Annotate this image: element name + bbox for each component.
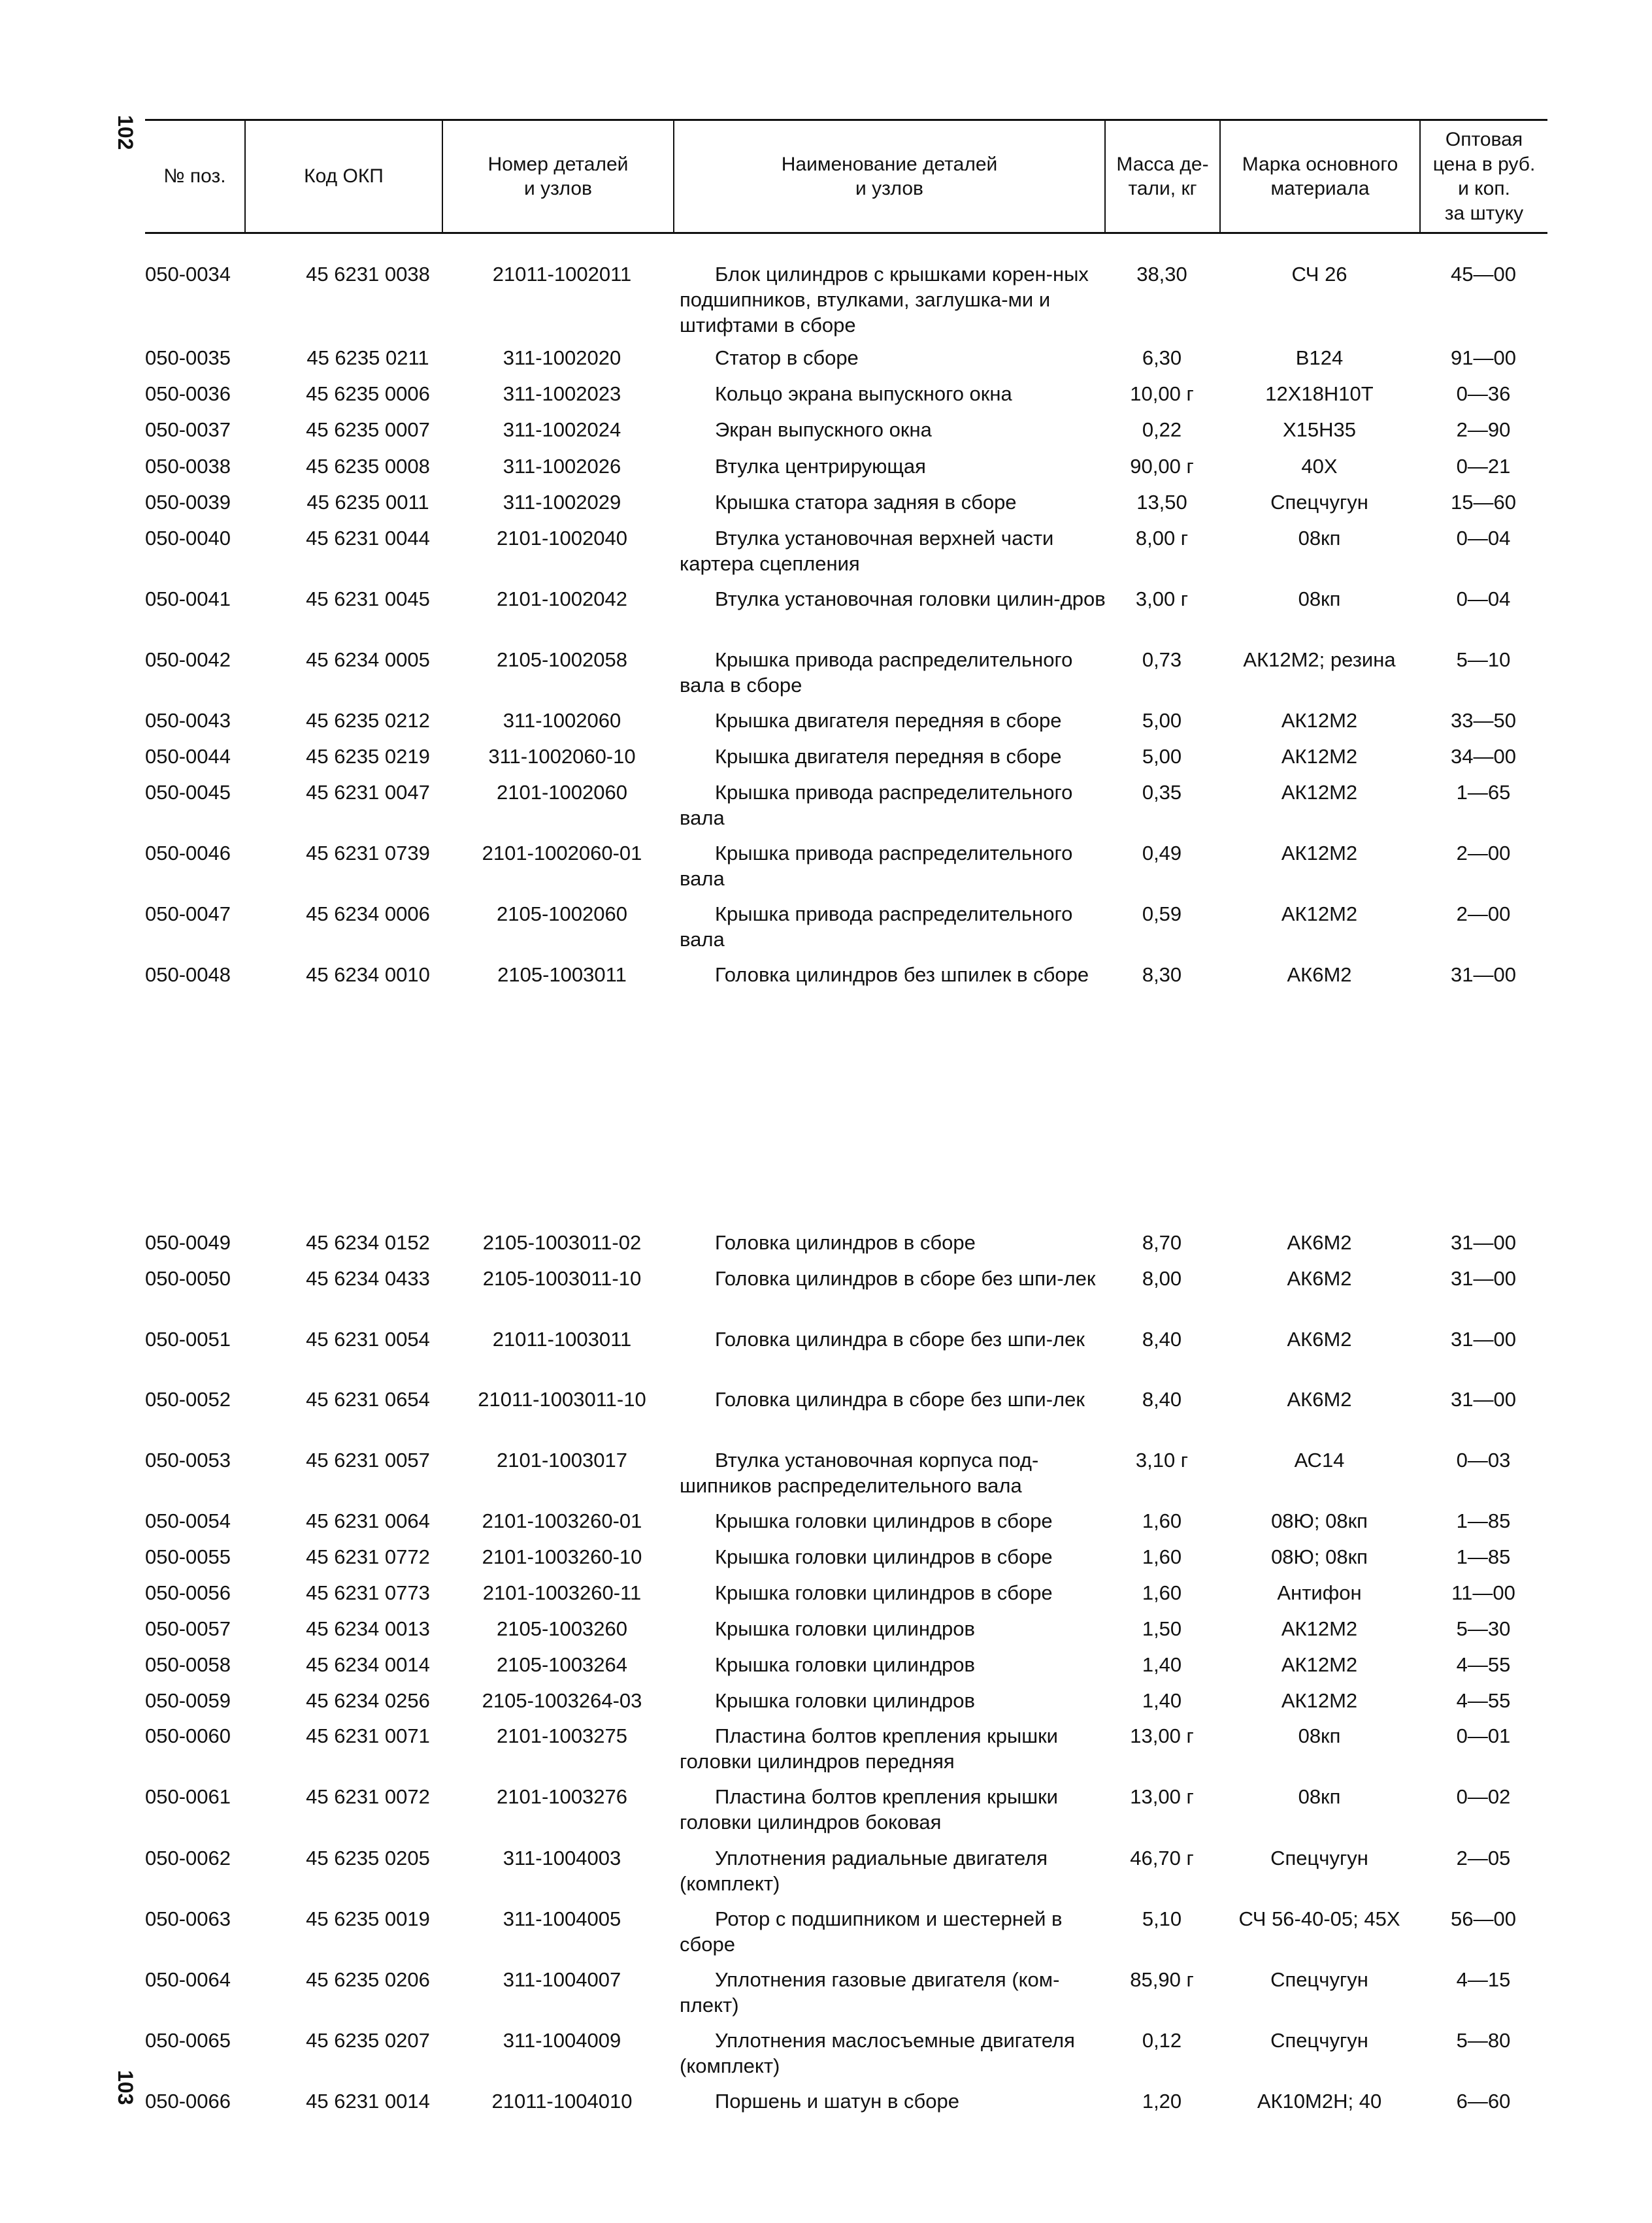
material-grade: АК12М2 [1281,902,1358,925]
part-name: Крышка привода распределительного вала в сборе [680,648,1073,697]
part-number: 21011-1004010 [491,2090,633,2113]
position-code: 050-0066 [145,2090,231,2113]
price-value: 0—04 [1456,527,1511,550]
position-code: 050-0037 [145,418,231,441]
okp-code: 45 6231 0064 [306,1509,430,1532]
part-number: 311-1002020 [503,346,621,369]
position-code: 050-0062 [145,1847,231,1869]
part-name: Блок цилиндров с крышками корен-ных подшипников, втулками, заглушка-ми и штифтами в сборе [680,263,1089,337]
material-grade: 08кп [1298,1785,1341,1808]
price-value: 4—55 [1456,1689,1511,1712]
position-code: 050-0056 [145,1581,231,1604]
material-grade: 08Ю; 08кп [1271,1509,1368,1532]
okp-code: 45 6234 0014 [306,1653,430,1676]
okp-code: 45 6235 0207 [306,2029,430,2052]
price-value: 4—55 [1456,1653,1511,1676]
price-value: 2—00 [1456,902,1511,925]
mass-value: 8,40 [1142,1388,1182,1411]
price-value: 4—15 [1456,1968,1511,1991]
material-grade: 08Ю; 08кп [1271,1545,1368,1568]
part-name: Крышка двигателя передняя в сборе [715,709,1062,732]
position-code: 050-0034 [145,263,231,286]
part-name: Кольцо экрана выпускного окна [715,382,1012,405]
position-code: 050-0040 [145,527,231,550]
part-number: 2105-1003011-02 [482,1231,642,1254]
material-grade: АС14 [1294,1449,1345,1472]
position-code: 050-0044 [145,745,231,768]
part-number: 2101-1003276 [497,1785,627,1808]
part-name: Крышка привода распределительного вала [680,781,1073,829]
part-number: 311-1004003 [503,1847,621,1869]
position-code: 050-0048 [145,963,231,986]
mass-value: 13,50 [1136,491,1187,514]
part-name: Уплотнения радиальные двигателя (комплект) [680,1847,1048,1895]
price-value: 56—00 [1451,1907,1516,1930]
part-number: 311-1002060 [503,709,621,732]
price-value: 1—85 [1456,1509,1511,1532]
part-number: 21011-1002011 [492,263,632,286]
material-grade: АК12М2 [1281,709,1358,732]
header-material: Марка основного материала [1219,121,1419,232]
material-grade: АК12М2 [1281,781,1358,804]
okp-code: 45 6234 0152 [306,1231,430,1254]
mass-value: 13,00 г [1130,1724,1194,1747]
okp-code: 45 6235 0019 [306,1907,430,1930]
price-value: 31—00 [1451,1231,1516,1254]
position-code: 050-0050 [145,1267,231,1290]
okp-code: 45 6231 0739 [306,842,430,865]
okp-code: 45 6231 0071 [306,1724,430,1747]
okp-code: 45 6231 0072 [306,1785,430,1808]
mass-value: 1,40 [1142,1689,1182,1712]
material-grade: АК6М2 [1287,1328,1352,1351]
part-name: Статор в сборе [715,346,859,369]
position-code: 050-0047 [145,902,231,925]
position-code: 050-0042 [145,648,231,671]
price-value: 0—01 [1456,1724,1511,1747]
mass-value: 13,00 г [1130,1785,1194,1808]
price-value: 91—00 [1451,346,1516,369]
material-grade: АК6М2 [1287,1231,1352,1254]
mass-value: 0,22 [1142,418,1182,441]
part-name: Экран выпускного окна [715,418,932,441]
mass-value: 10,00 г [1130,382,1194,405]
okp-code: 45 6235 0006 [306,382,430,405]
mass-value: 1,60 [1142,1509,1182,1532]
material-grade: Спецчугун [1270,1847,1368,1869]
mass-value: 5,10 [1142,1907,1182,1930]
position-code: 050-0039 [145,491,231,514]
mass-value: 8,70 [1142,1231,1182,1254]
mass-value: 8,40 [1142,1328,1182,1351]
part-name: Крышка головки цилиндров [715,1653,976,1676]
okp-code: 45 6234 0256 [306,1689,430,1712]
part-name: Уплотнения маслосъемные двигателя (комплект) [680,2029,1075,2077]
price-value: 5—80 [1456,2029,1511,2052]
material-grade: Антифон [1277,1581,1362,1604]
part-number: 2101-1003260-01 [482,1509,642,1532]
position-code: 050-0035 [145,346,231,369]
part-number: 311-1002024 [503,418,621,441]
part-name: Пластина болтов крепления крышки головки цилиндров боковая [680,1785,1059,1834]
part-number: 311-1004007 [503,1968,621,1991]
part-name: Крышка головки цилиндров [715,1617,976,1640]
okp-code: 45 6235 0219 [306,745,430,768]
position-code: 050-0057 [145,1617,231,1640]
material-grade: 40Х [1301,455,1338,478]
material-grade: АК10М2Н; 40 [1257,2090,1382,2113]
mass-value: 0,59 [1142,902,1182,925]
price-value: 2—05 [1456,1847,1511,1869]
material-grade: СЧ 26 [1291,263,1347,286]
material-grade: 08кп [1298,587,1341,610]
part-name: Крышка привода распределительного вала [680,842,1073,890]
material-grade: АК6М2 [1287,1388,1352,1411]
price-value: 31—00 [1451,1267,1516,1290]
position-code: 050-0051 [145,1328,231,1351]
position-code: 050-0059 [145,1689,231,1712]
price-value: 1—85 [1456,1545,1511,1568]
material-grade: АК12М2 [1281,842,1358,865]
part-name: Втулка установочная головки цилин-дров [715,587,1106,610]
position-code: 050-0054 [145,1509,231,1532]
material-grade: 08кп [1298,527,1341,550]
price-value: 0—04 [1456,587,1511,610]
part-number: 2105-1003264 [497,1653,627,1676]
okp-code: 45 6235 0205 [306,1847,430,1869]
part-name: Крышка двигателя передняя в сборе [715,745,1062,768]
okp-code: 45 6235 0011 [306,491,429,514]
price-value: 5—30 [1456,1617,1511,1640]
header-name: Наименование деталей и узлов [673,121,1104,232]
okp-code: 45 6231 0045 [306,587,430,610]
header-price: Оптовая цена в руб. и коп. за штуку [1419,121,1547,232]
mass-value: 1,50 [1142,1617,1182,1640]
mass-value: 8,00 г [1135,527,1189,550]
part-name: Втулка установочная верхней части картера сцепления [680,527,1054,575]
position-code: 050-0041 [145,587,231,610]
okp-code: 45 6235 0206 [306,1968,430,1991]
position-code: 050-0038 [145,455,231,478]
part-name: Крышка статора задняя в сборе [715,491,1017,514]
part-number: 21011-1003011-10 [478,1388,646,1411]
part-number: 311-1004005 [503,1907,621,1930]
position-code: 050-0064 [145,1968,231,1991]
part-name: Головка цилиндра в сборе без шпи-лек [715,1328,1085,1351]
part-name: Крышка головки цилиндров [715,1689,976,1712]
price-value: 31—00 [1451,1328,1516,1351]
part-number: 2101-1002060 [497,781,627,804]
part-name: Головка цилиндра в сборе без шпи-лек [715,1388,1085,1411]
mass-value: 0,35 [1142,781,1182,804]
mass-value: 8,00 [1142,1267,1182,1290]
okp-code: 45 6235 0007 [306,418,430,441]
part-number: 311-1002060-10 [488,745,636,768]
price-value: 0—03 [1456,1449,1511,1472]
price-value: 2—00 [1456,842,1511,865]
material-grade: Спецчугун [1270,491,1368,514]
mass-value: 46,70 г [1130,1847,1194,1869]
part-number: 2101-1003275 [497,1724,627,1747]
mass-value: 1,20 [1142,2090,1182,2113]
price-value: 1—65 [1456,781,1511,804]
page-number-top: 102 [114,115,137,150]
part-name: Поршень и шатун в сборе [715,2090,959,2113]
position-code: 050-0061 [145,1785,231,1808]
okp-code: 45 6235 0211 [306,346,429,369]
mass-value: 3,10 г [1135,1449,1189,1472]
part-number: 2105-1003264-03 [482,1689,642,1712]
okp-code: 45 6231 0047 [306,781,430,804]
okp-code: 45 6234 0006 [306,902,430,925]
part-name: Крышка привода распределительного вала [680,902,1073,951]
mass-value: 1,60 [1142,1545,1182,1568]
table-header [145,119,1547,234]
mass-value: 38,30 [1136,263,1187,286]
part-number: 2101-1003017 [497,1449,627,1472]
mass-value: 90,00 г [1130,455,1194,478]
material-grade: АК12М2 [1281,1653,1358,1676]
position-code: 050-0036 [145,382,231,405]
okp-code: 45 6235 0008 [306,455,430,478]
price-value: 5—10 [1456,648,1511,671]
position-code: 050-0043 [145,709,231,732]
material-grade: АК6М2 [1287,1267,1352,1290]
part-number: 2105-1002060 [497,902,627,925]
material-grade: АК12М2 [1281,1689,1358,1712]
price-value: 0—21 [1456,455,1511,478]
part-name: Головка цилиндров в сборе без шпи-лек [715,1267,1096,1290]
part-number: 311-1002029 [503,491,621,514]
part-number: 2101-1003260-10 [482,1545,642,1568]
material-grade: Спецчугун [1270,2029,1368,2052]
okp-code: 45 6234 0010 [306,963,430,986]
position-code: 050-0063 [145,1907,231,1930]
material-grade: В124 [1295,346,1344,369]
material-grade: Спецчугун [1270,1968,1368,1991]
okp-code: 45 6235 0212 [306,709,430,732]
header-pos: № поз. [163,165,226,188]
part-number: 2101-1002042 [497,587,627,610]
part-number: 2101-1002060-01 [482,842,642,865]
part-number: 2105-1003011-10 [482,1267,642,1290]
part-number: 2105-1002058 [497,648,627,671]
material-grade: СЧ 56-40-05; 45Х [1238,1907,1400,1930]
okp-code: 45 6231 0057 [306,1449,430,1472]
mass-value: 1,60 [1142,1581,1182,1604]
price-value: 11—00 [1451,1581,1515,1604]
mass-value: 85,90 г [1130,1968,1194,1991]
mass-value: 0,12 [1142,2029,1182,2052]
part-number: 2101-1002040 [497,527,627,550]
mass-value: 5,00 [1142,745,1182,768]
position-code: 050-0053 [145,1449,231,1472]
mass-value: 8,30 [1142,963,1182,986]
part-name: Крышка головки цилиндров в сборе [715,1545,1053,1568]
position-code: 050-0065 [145,2029,231,2052]
price-value: 33—50 [1451,709,1516,732]
header-okp: Код ОКП [244,121,442,232]
part-name: Ротор с подшипником и шестерней в сборе [680,1907,1063,1956]
material-grade: Х15Н35 [1282,418,1357,441]
price-value: 6—60 [1456,2090,1511,2113]
mass-value: 1,40 [1142,1653,1182,1676]
price-value: 45—00 [1451,263,1516,286]
okp-code: 45 6231 0014 [306,2090,430,2113]
price-value: 31—00 [1451,963,1516,986]
mass-value: 0,49 [1142,842,1182,865]
position-code: 050-0045 [145,781,231,804]
position-code: 050-0046 [145,842,231,865]
part-name: Головка цилиндров в сборе [715,1231,976,1254]
part-name: Уплотнения газовые двигателя (ком-плект) [680,1968,1060,2017]
okp-code: 45 6234 0433 [306,1267,430,1290]
material-grade: 12Х18Н10Т [1265,382,1374,405]
price-value: 2—90 [1456,418,1511,441]
price-value: 0—36 [1456,382,1511,405]
part-name: Крышка головки цилиндров в сборе [715,1509,1053,1532]
part-name: Втулка центрирующая [715,455,926,478]
mass-value: 3,00 г [1135,587,1189,610]
position-code: 050-0055 [145,1545,231,1568]
material-grade: АК12М2 [1281,1617,1358,1640]
part-number: 311-1002026 [503,455,621,478]
okp-code: 45 6231 0772 [306,1545,430,1568]
okp-code: 45 6234 0005 [306,648,430,671]
part-number: 311-1004009 [503,2029,621,2052]
part-name: Пластина болтов крепления крышки головки цилиндров передняя [680,1724,1059,1773]
price-value: 0—02 [1456,1785,1511,1808]
page-number-bottom: 103 [114,2070,137,2105]
position-code: 050-0049 [145,1231,231,1254]
part-name: Крышка головки цилиндров в сборе [715,1581,1053,1604]
price-value: 34—00 [1451,745,1516,768]
position-code: 050-0060 [145,1724,231,1747]
part-number: 2105-1003011 [497,963,627,986]
price-value: 15—60 [1451,491,1516,514]
material-grade: АК12М2; резина [1243,648,1396,671]
mass-value: 5,00 [1142,709,1182,732]
okp-code: 45 6234 0013 [306,1617,430,1640]
price-value: 31—00 [1451,1388,1516,1411]
material-grade: АК6М2 [1287,963,1352,986]
okp-code: 45 6231 0773 [306,1581,430,1604]
mass-value: 6,30 [1142,346,1182,369]
part-name: Втулка установочная корпуса под-шипников распределительного вала [680,1449,1039,1497]
position-code: 050-0052 [145,1388,231,1411]
header-mass: Масса де- тали, кг [1104,121,1219,232]
okp-code: 45 6231 0054 [306,1328,430,1351]
part-number: 2105-1003260 [497,1617,627,1640]
okp-code: 45 6231 0654 [306,1388,430,1411]
position-code: 050-0058 [145,1653,231,1676]
part-number: 2101-1003260-11 [482,1581,642,1604]
part-number: 311-1002023 [503,382,621,405]
material-grade: АК12М2 [1281,745,1358,768]
header-part-number: Номер деталей и узлов [442,121,673,232]
mass-value: 0,73 [1142,648,1182,671]
material-grade: 08кп [1298,1724,1341,1747]
part-number: 21011-1003011 [492,1328,632,1351]
okp-code: 45 6231 0044 [306,527,430,550]
part-name: Головка цилиндров без шпилек в сборе [715,963,1089,986]
okp-code: 45 6231 0038 [306,263,430,286]
